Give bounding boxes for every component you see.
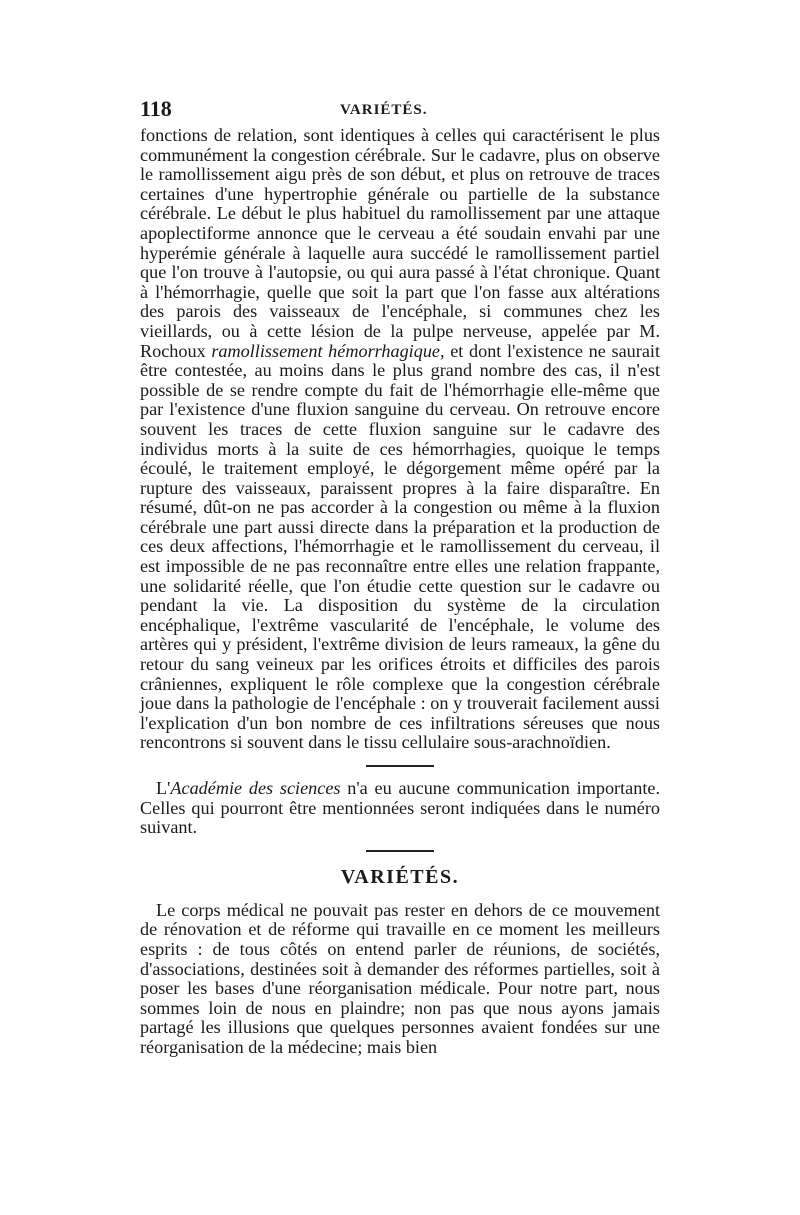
running-head: VARIÉTÉS. — [340, 102, 428, 118]
paragraph-1-end: , et dont l'existence ne saurait être contestée, au moins dans le plus grand nombre des cas, il n'est possible de se rendre compte du fait de l'hémorrhagie elle-même que par l'existence d'une fluxion sanguine du cerveau. On retrouve encore souvent les traces de cette fluxion sanguine sur le cadavre des individus morts à la suite de ces hémorrhagies, quoique le temps écoulé, le traitement employé, le dégorgement même opéré par la rupture des vaisseaux, paraissent propres à la faire disparaître. En résumé, dût-on ne pas accorder à la congestion ou même à la fluxion cérébrale une part aussi directe dans la préparation et la production de ces deux affections, l'hémorrhagie et le ramollissement du cerveau, il est impossible de ne pas reconnaître entre elles une relation frappante, une solidarité réelle, que l'on étudie cette question sur le cadavre ou pendant la vie. La disposition du système de la circulation encéphalique, l'extrême vascularité de l'encéphale, le volume des artères qui y président, l'extrême division de leurs rameaux, la gêne du retour du sang veineux par les orifices étroits et difficiles des parois crâniennes, expliquent le rôle complexe que la congestion cérébrale joue dans la pathologie de l'encéphale : on y trouverait facilement aussi l'explication d'un bon nombre de ces infiltrations séreuses que nous rencontrons si souvent dans le tissu cellulaire sous-arachnoïdien. — [140, 340, 660, 753]
body-paragraph-2 — [140, 779, 660, 838]
body-paragraph-3: Le corps médical ne pouvait pas rester en dehors de ce mouvement de rénovation et de réforme qui travaille en ce moment les meilleurs esprits : de tous côtés on entend parler de réunions, de sociétés, d'associations, destinées soit à demander des réformes partielles, soit à poser les bases d'une réorganisation médicale. Pour notre part, nous sommes loin de nous en plaindre; non pas que nous ayons jamais partagé les illusions que quelques personnes avaient fondées sur une réorganisation de la médecine; mais bien — [140, 899, 660, 1057]
paragraph-2-italic: Académie des sciences — [170, 778, 341, 798]
paragraph-1-italic: ramollissement hémorrhagique — [211, 340, 440, 361]
body-paragraph-1 — [140, 126, 660, 753]
paragraph-2-rest: n'a eu aucune communication importante. Celles qui pourront être mentionnées seront indiquées dans le numéro suivant. — [140, 778, 660, 838]
page-number: 118 — [140, 96, 172, 121]
book-page — [140, 96, 660, 1058]
separator-rule-2 — [366, 850, 434, 852]
paragraph-2-prefix: L' — [156, 778, 171, 798]
separator-rule — [366, 765, 434, 767]
section-title: VARIÉTÉS. — [340, 865, 460, 888]
page-header — [140, 96, 660, 126]
paragraph-1-text: fonctions de relation, sont identiques à celles qui caractérisent le plus communément la congestion cérébrale. Sur le cadavre, plus on observe le ramollissement aigu près de son début, et plus on retrouve de traces certaines d'une hypertrophie générale ou partielle de la substance cérébrale. Le début le plus habituel du ramollissement par une attaque apoplectiforme annonce que le cerveau a été soudain envahi par une hyperémie générale à laquelle aura succédé le ramollissement partiel que l'on trouve à l'autopsie, ou qui aura passé à l'état chronique. Quant à l'hémorrhagie, quelle que soit la part que l'on fasse aux altérations des parois des vaisseaux de l'encéphale, si communes chez les vieillards, ou à cette lésion de la pulpe nerveuse, appelée par M. Rochoux — [140, 125, 660, 361]
